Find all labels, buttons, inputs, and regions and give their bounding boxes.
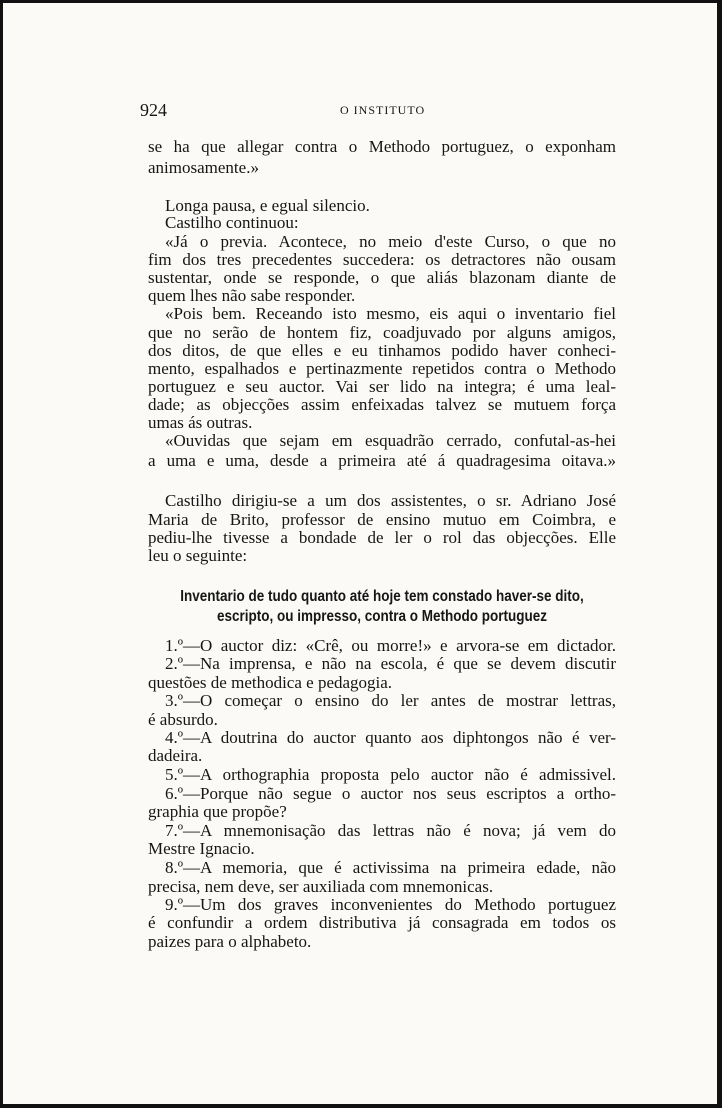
text-line: Maria de Brito, professor de ensino mutuo em Coimbra, e [148, 510, 616, 529]
inventory-item: 4.º—A doutrina do auctor quanto aos diphtongos não é ver- [165, 728, 616, 747]
inventory-item: 5.º—A orthographia proposta pelo auctor não é admissivel. [165, 765, 616, 784]
text-line: mento, espalhados e pertinazmente repetidos contra o Methodo [148, 359, 616, 378]
inventory-heading-line-1: Inventario de tudo quanto até hoje tem constado haver-se dito, [180, 587, 584, 605]
text-line: quem lhes não sabe responder. [148, 286, 356, 305]
inventory-item-cont: precisa, nem deve, ser auxiliada com mnemonicas. [148, 877, 494, 896]
scan-border-right [717, 0, 722, 1108]
text-line: umas ás outras. [148, 413, 253, 432]
text-line: fim dos tres precedentes succedera: os detractores não ousam [148, 250, 616, 269]
inventory-item: 6.º—Porque não segue o auctor nos seus escriptos a ortho- [165, 784, 616, 803]
text-line: Castilho dirigiu-se a um dos assistentes, o sr. Adriano José [165, 491, 616, 510]
inventory-item: 9.º—Um dos graves inconvenientes do Methodo portuguez [165, 895, 616, 914]
text-line: que no serão de hontem fiz, coadjuvado por alguns amigos, [148, 323, 616, 342]
scan-border-top [0, 0, 722, 3]
text-line: «Ouvidas que sejam em esquadrão cerrado, confutal-as-hei [165, 431, 616, 450]
inventory-item-cont: questões de methodica e pedagogia. [148, 673, 393, 692]
running-title: O INSTITUTO [340, 103, 426, 117]
text-line: Longa pausa, e egual silencio. [165, 196, 370, 215]
scan-border-bottom [0, 1104, 722, 1108]
text-line: sustentar, onde se responde, o que aliás blazonam diante de [148, 268, 616, 287]
inventory-item-cont: paizes para o alphabeto. [148, 932, 312, 951]
inventory-item-cont: dadeira. [148, 746, 203, 765]
page-number: 924 [140, 100, 167, 120]
text-line: dade; as objecções assim enfeixadas talvez se mutuem força [148, 395, 616, 414]
text-line: animosamente.» [148, 158, 259, 177]
inventory-item-cont: é absurdo. [148, 710, 218, 729]
inventory-item-cont: graphia que propõe? [148, 802, 287, 821]
inventory-item: 8.º—A memoria, que é activissima na primeira edade, não [165, 858, 616, 877]
inventory-item: 1.º—O auctor diz: «Crê, ou morre!» e arvora-se em dictador. [165, 636, 616, 655]
text-line: «Já o previa. Acontece, no meio d'este Curso, o que no [165, 232, 616, 251]
text-line: portuguez e seu auctor. Vai ser lido na integra; é uma leal- [148, 377, 616, 396]
text-line: dos ditos, de que elles e eu tinhamos podido haver conheci- [148, 341, 616, 360]
inventory-item-cont: Mestre Ignacio. [148, 839, 255, 858]
inventory-heading-line-2: escripto, ou impresso, contra o Methodo portuguez [216, 607, 548, 625]
text-line: Castilho continuou: [165, 213, 299, 232]
text-line: a uma e uma, desde a primeira até á quadragesima oitava.» [148, 451, 616, 470]
inventory-item: 2.º—Na imprensa, e não na escola, é que se devem discutir [165, 654, 616, 673]
scan-border-left [0, 0, 3, 1108]
text-line: se ha que allegar contra o Methodo portuguez, o exponham [148, 137, 616, 156]
text-line: «Pois bem. Receando isto mesmo, eis aqui o inventario fiel [165, 304, 616, 323]
inventory-item-cont: é confundir a ordem distributiva já consagrada em todos os [148, 913, 616, 932]
inventory-item: 3.º—O começar o ensino do ler antes de mostrar lettras, [165, 691, 616, 710]
text-line: pediu-lhe tivesse a bondade de ler o rol das objecções. Elle [148, 528, 616, 547]
text-line: leu o seguinte: [148, 546, 248, 565]
inventory-item: 7.º—A mnemonisação das lettras não é nova; já vem do [165, 821, 616, 840]
